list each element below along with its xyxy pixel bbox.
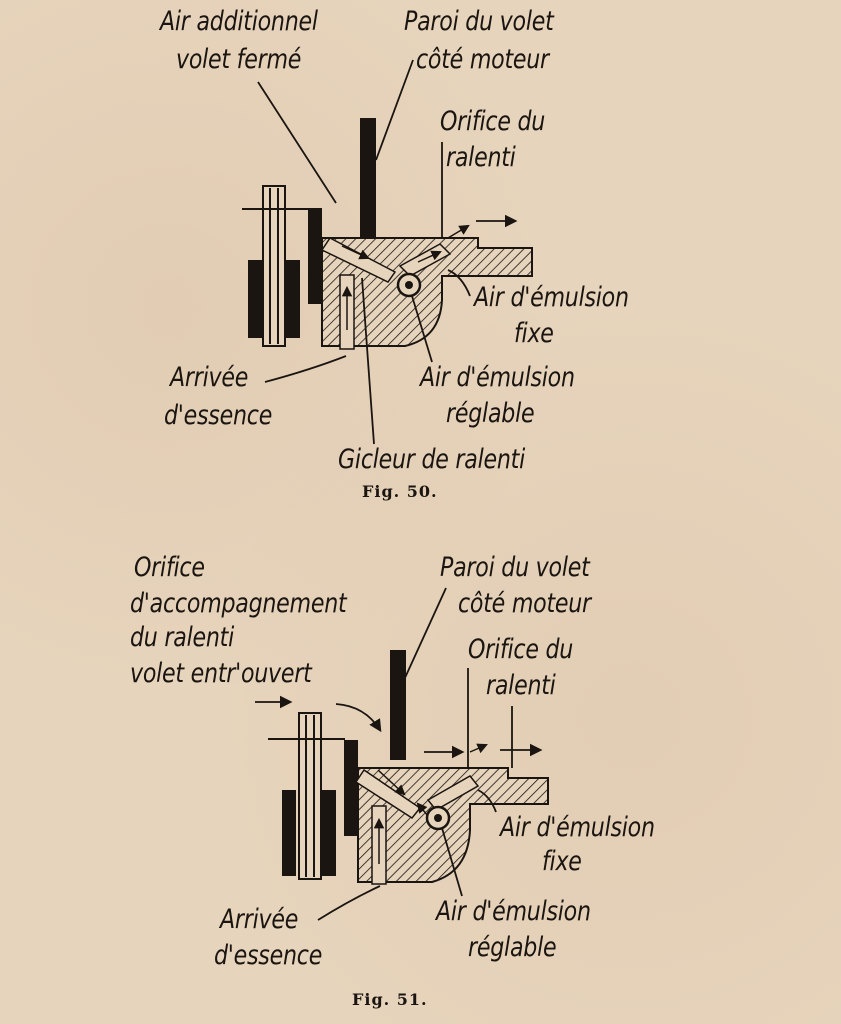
label-cote-moteur-51: côté moteur: [458, 588, 591, 619]
label-arrivee: Arrivée: [170, 362, 249, 393]
label-essence: d'essence: [164, 400, 273, 431]
label-du-ralenti: du ralenti: [130, 622, 234, 653]
label-volet-ferme: volet fermé: [176, 44, 302, 75]
label-orifice-du: Orifice du: [440, 106, 546, 137]
caption-fig-51: Fig. 51.: [352, 990, 428, 1009]
label-air-emulsion-reglable: Air d'émulsion: [420, 362, 575, 393]
label-fixe-51: fixe: [542, 846, 582, 877]
label-ralenti-51: ralenti: [486, 670, 556, 701]
label-ralenti: ralenti: [446, 142, 516, 173]
label-orifice-du-51: Orifice du: [468, 634, 574, 665]
label-orifice: Orifice: [134, 552, 205, 583]
label-air-additionnel: Air additionnel: [160, 6, 318, 37]
label-reglable-51: réglable: [468, 932, 557, 963]
barrel-wall-50: [308, 208, 322, 304]
throttle-plate-50: [360, 118, 376, 240]
label-air-emulsion-reglable-51: Air d'émulsion: [436, 896, 591, 927]
caption-fig-50: Fig. 50.: [362, 482, 438, 501]
label-paroi-volet-51: Paroi du volet: [440, 552, 590, 583]
label-accompagnement: d'accompagnement: [130, 588, 347, 619]
label-paroi-volet: Paroi du volet: [404, 6, 554, 37]
label-reglable: réglable: [446, 398, 535, 429]
label-gicleur: Gicleur de ralenti: [338, 444, 526, 475]
throttle-shaft-51: [268, 713, 345, 879]
label-fixe: fixe: [514, 318, 554, 349]
label-air-emulsion-fixe-51: Air d'émulsion: [500, 812, 655, 843]
label-arrivee-51: Arrivée: [220, 904, 299, 935]
barrel-wall-51: [344, 740, 358, 836]
label-cote-moteur: côté moteur: [416, 44, 549, 75]
throttle-plate-51: [390, 650, 406, 760]
label-volet-entrouvert: volet entr'ouvert: [130, 658, 312, 689]
label-air-emulsion-fixe: Air d'émulsion: [474, 282, 629, 313]
label-essence-51: d'essence: [214, 940, 323, 971]
